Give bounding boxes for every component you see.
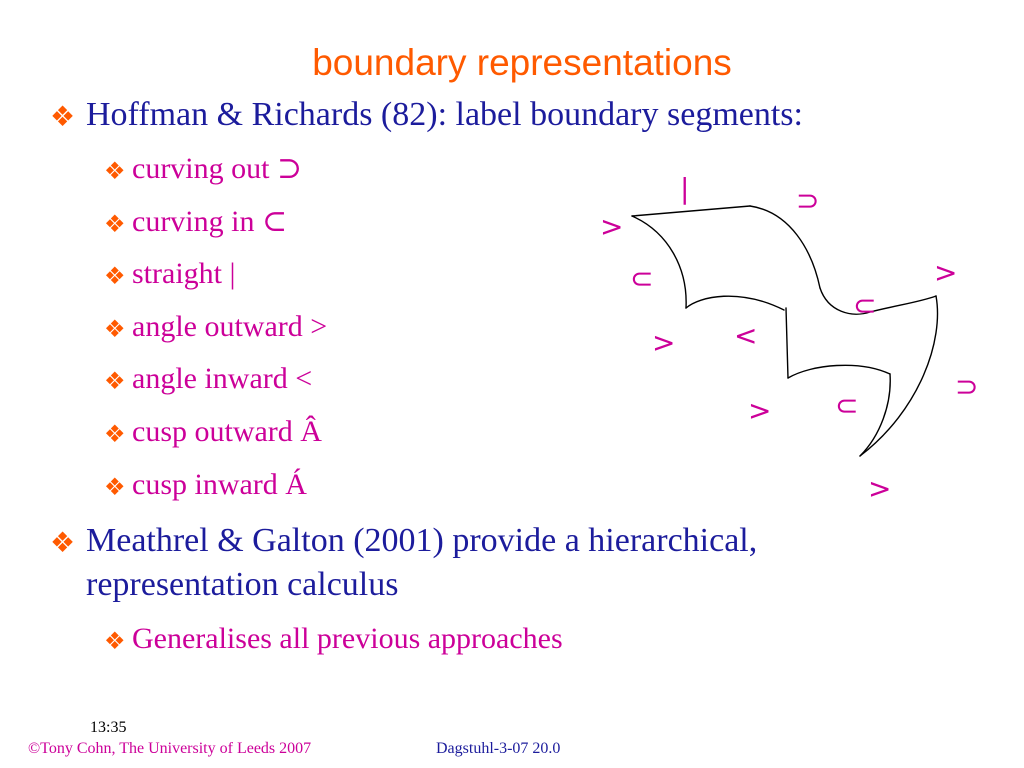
sub-bullet-text: cusp inward Á [132, 468, 307, 501]
sub-bullet-text: curving in ⊂ [132, 205, 288, 238]
sub-bullet-text: angle inward < [132, 362, 313, 395]
bullet-text: Hoffman & Richards (82): label boundary segments: [86, 96, 803, 133]
diamond-bullet-icon: ❖ [104, 629, 126, 655]
label-angle-inward: < [734, 319, 758, 352]
footer-time: 13:35 [90, 719, 127, 736]
diamond-bullet-icon: ❖ [104, 422, 126, 448]
label-angle-lower: > [748, 394, 772, 427]
footer-copyright: ©Tony Cohn, The University of Leeds 2007 [28, 740, 312, 757]
sub-bullet-text: curving out ⊃ [132, 152, 303, 185]
label-straight: | [680, 172, 690, 205]
label-curve-in-mid: ⊂ [853, 289, 877, 322]
diamond-bullet-icon: ❖ [104, 212, 126, 238]
segment-lower-shelf [788, 365, 890, 378]
diamond-bullet-icon: ❖ [50, 102, 76, 133]
slide-title: boundary representations [312, 42, 732, 83]
bullet-text-line2: representation calculus [86, 566, 399, 603]
segment-curve-in-mid [820, 288, 936, 314]
diamond-bullet-icon: ❖ [104, 264, 126, 290]
diamond-bullet-icon: ❖ [104, 369, 126, 395]
footer-slide-id: Dagstuhl-3-07 20.0 [436, 740, 561, 757]
label-angle-bottom: > [868, 472, 892, 505]
label-curve-in-lower: ⊂ [835, 389, 859, 422]
segment-mid-shelf [686, 296, 784, 310]
segment-inner-vertical [786, 308, 788, 378]
diamond-bullet-icon: ❖ [104, 159, 126, 185]
label-angle-mid-left: > [652, 326, 676, 359]
diamond-bullet-icon: ❖ [104, 475, 126, 501]
sub-bullet-text: cusp outward Â [132, 415, 322, 448]
label-curve-out-right: ⊃ [955, 370, 979, 403]
label-angle-top-left: > [600, 210, 624, 243]
sub-bullet-text: angle outward > [132, 310, 328, 343]
segment-straight [632, 206, 750, 216]
label-curve-in-left: ⊂ [630, 262, 654, 295]
label-curve-out-top: ⊃ [796, 184, 820, 217]
sub-bullet-text: Generalises all previous approaches [132, 622, 563, 655]
sub-bullet-text: straight | [132, 257, 236, 290]
segment-curve-out-top [750, 206, 820, 288]
label-angle-right: > [934, 256, 958, 289]
bullet-text: Meathrel & Galton (2001) provide a hierarchical, [86, 522, 758, 559]
diamond-bullet-icon: ❖ [104, 317, 126, 343]
diamond-bullet-icon: ❖ [50, 528, 76, 559]
